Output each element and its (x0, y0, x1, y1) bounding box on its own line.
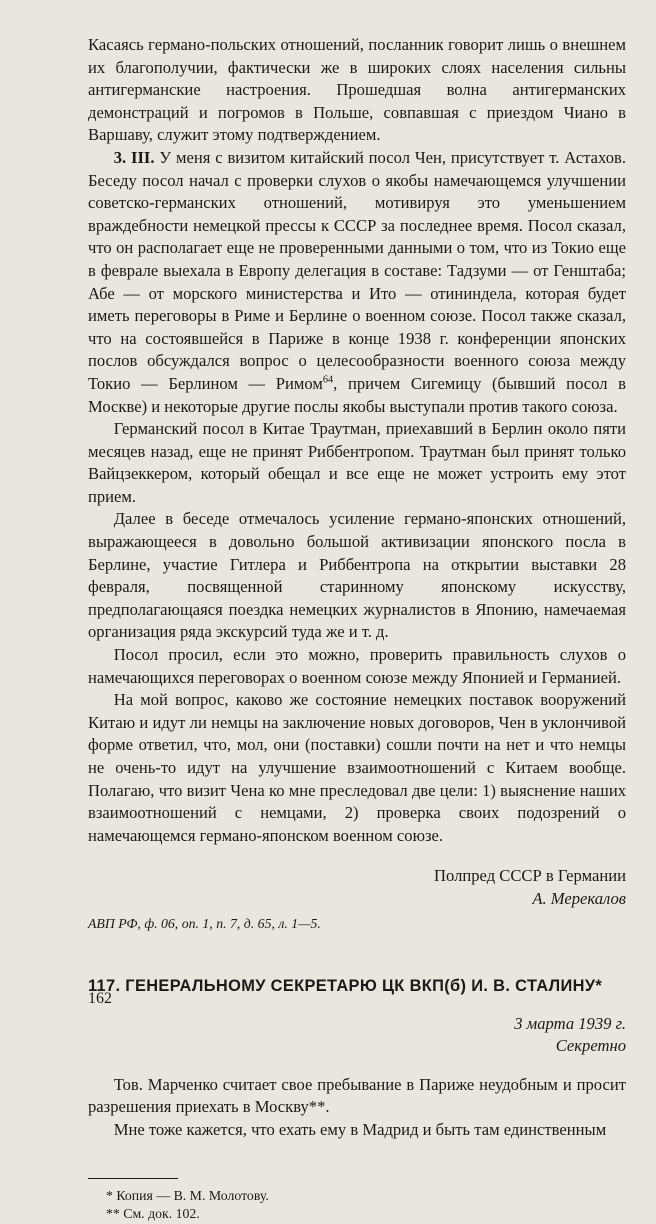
paragraph (88, 147, 626, 418)
archive-reference: АВП РФ, ф. 06, оп. 1, п. 7, д. 65, л. 1—5. (88, 915, 321, 931)
paragraph: Далее в беседе отмечалось усиление германо-японских отношений, выражающееся в довольно большой активизации японского посла в Берлине, участие Гитлера и Риббентропа на открытии выставки 28 февраля, посвященной старинному японскому искусству, предполагающаяся поездка немецких журналистов в Японию, намечаемая организация ряда экскурсий туда же и т. д. (88, 509, 626, 642)
footnote: * Копия — В. М. Молотову. (106, 1187, 269, 1203)
document-title: 117. ГЕНЕРАЛЬНОМУ СЕКРЕТАРЮ ЦК ВКП(б) И. В. СТАЛИНУ* (88, 976, 603, 995)
page-number: 162 (88, 990, 112, 1007)
section-number: 3. III. (113, 147, 155, 167)
paragraph: Посол просил, если это можно, проверить правильность слухов о намечающихся переговорах о военном союзе между Японией и Германией. (88, 645, 626, 687)
signature-name: А. Мерекалов (532, 888, 626, 908)
document-date: 3 марта 1939 г. (514, 1013, 626, 1033)
signature-block (88, 865, 626, 910)
document-meta (88, 1013, 626, 1058)
paragraph: Тов. Марченко считает свое пребывание в Париже неудобным и просит разрешения приехать в Москву**. (88, 1074, 626, 1117)
signature-position: Полпред СССР в Германии (434, 866, 626, 886)
paragraph: Касаясь германо-польских отношений, посланник говорит лишь о внешнем их благополучии, фактически же в широких слоях населения сильны антигерманские настроения. Прошедшая волна антигерманских демонстраций и погромов в Польше, совпавшая с приездом Чиано в Варшаву, служит этому подтверждением. (88, 35, 626, 145)
paragraph-text: У меня с визитом китайский посол Чен, присутствует т. Астахов. Беседу посол начал с проверки слухов о якобы намечающемся улучшении советско-германских отношений, мотивируя это уменьшением враждебности немецкой прессы к СССР за последнее время. Посол сказал, что он располагает еще не проверенными данными о том, что из Токио еще в феврале выехала в Европу делегация в составе: Тадзуми — от Генштаба; Абе — от морского министерства и Ито — отининдела, которая будет иметь переговоры в Риме и Берлине о военном союзе. Посол также сказал, что на состоявшейся в Париже в конце 1938 г. конференции японских послов обсуждался вопрос о целесообразности военного союза между Токио — Берлином — Римом (88, 147, 626, 393)
paragraph: Мне тоже кажется, что ехать ему в Мадрид и быть там единственным (113, 1119, 607, 1139)
paragraph: Германский посол в Китае Траутман, приехавший в Берлин около пяти месяцев назад, еще не принят Риббентропом. Траутман был принят только Вайцзеккером, который обещал и все еще не может устроить ему этот прием. (88, 419, 626, 506)
note-reference: 64 (322, 374, 334, 386)
footnote-divider (88, 1178, 178, 1179)
classification-mark: Секретно (555, 1036, 626, 1056)
footnote: ** См. док. 102. (106, 1206, 200, 1222)
paragraph-text: , причем Сигемицу (бывший посол в Москве) и некоторые другие послы якобы выступали против такого союза. (88, 373, 627, 416)
paragraph: На мой вопрос, каково же состояние немецких поставок вооружений Китаю и идут ли немцы на заключение новых договоров, Чен в уклончивой форме ответил, что, мол, они (поставки) сошли почти на нет и что немцы не очень-то идут на улучшение взаимоотношений с Китаем вообще. Полагаю, что визит Чена ко мне преследовал две цели: 1) выяснение наших взаимоотношений с немцами, 2) проверка своих подозрений о намечающемся германо-японском военном союзе. (88, 690, 626, 845)
